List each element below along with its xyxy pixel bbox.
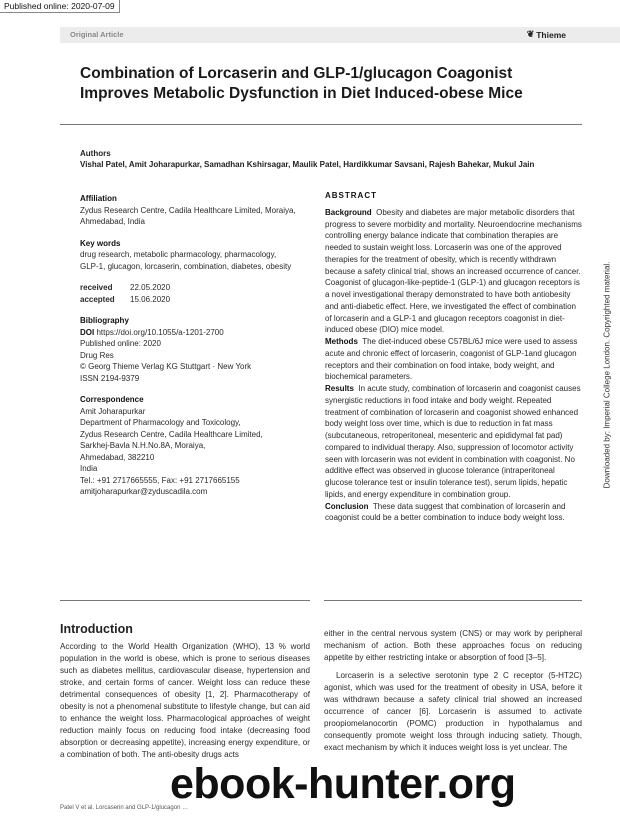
accepted-label: accepted — [80, 294, 115, 304]
introduction-heading: Introduction — [60, 622, 133, 636]
methods-label: Methods — [325, 337, 358, 346]
article-type-label: Original Article — [70, 30, 124, 39]
doi-label: DOI — [80, 327, 95, 337]
received-row — [80, 282, 310, 294]
divider-right — [324, 600, 582, 601]
received-date: 22.05.2020 — [130, 283, 171, 292]
received-label: received — [80, 283, 113, 292]
background-label: Background — [325, 207, 372, 217]
introduction-left-text: According to the World Health Organization (WHO), 13 % world population in the world is obese, which is prone to serious diseases such as diabetes mellitus, cardiovascular disease, hypertension and stroke, and certain forms of cancer. Weight loss can reduce these detrimental consequences of obesity [1, 2]. Pharmacotherapy of obesity is not a phenomenal substitute to lifestyle change, but can aid to enhance the weight loss. Pharmacological approaches of weight reduction mainly focus on reducing food intake (decreasing food absorption or decreasing appetite), increasing energy expenditure, or a combination of both. The anti-obesity drugs acts — [60, 642, 310, 759]
correspondence-line: Department of Pharmacology and Toxicology, — [80, 418, 241, 427]
results-text: In acute study, combination of lorcaserin and coagonist causes synergistic reductions in food intake and body weight. Repeated treatment of combination of lorcaserin and coagonist showed enhanced body weight loss over time, which is due to reduction in fat mass (subcutaneous, retroperitoneal, mesenteric and epididymal fat pad) compared to individual therapy. Also, suppression of locomotor activity seen with lorcaserin was not evident in combination with coagonist. No additive effect was observed in glucose tolerance (intraperitoneal glucose tolerance test or insulin tolerance test), serum lipids, hepatic lipids, and energy expenditure in combination group. — [325, 384, 581, 499]
doi-line — [80, 327, 310, 339]
accepted-date: 15.06.2020 — [130, 294, 171, 304]
correspondence-email[interactable]: amitjoharapurkar@zyduscadila.com — [80, 487, 208, 496]
results-label: Results — [325, 384, 354, 393]
conclusion-label: Conclusion — [325, 501, 369, 511]
abstract — [325, 190, 582, 524]
keywords-line: GLP-1, glucagon, lorcaserin, combination, diabetes, obesity — [80, 261, 292, 271]
keywords-line: drug research, metabolic pharmacology, pharmacology, — [80, 250, 277, 259]
divider-top — [60, 124, 582, 125]
doi-link[interactable]: https://doi.org/10.1055/a-1201-2700 — [96, 327, 224, 337]
correspondence-line: India — [80, 464, 98, 473]
watermark-text: ebook-hunter.org — [170, 760, 516, 808]
correspondence-line: Ahmedabad, 382210 — [80, 452, 155, 462]
bibliography-line: Published online: 2020 — [80, 339, 161, 348]
correspondence-line: Amit Joharapurkar — [80, 406, 146, 416]
correspondence-line: Zydus Research Centre, Cadila Healthcare Limited, — [80, 429, 263, 439]
bibliography-label: Bibliography — [80, 316, 129, 325]
introduction-right-paragraph: either in the central nervous system (CNS) or may work by peripheral mechanism of action. Both these approaches focus on reducing appetite by either restricting intake or absorption of food [3–5]. — [324, 629, 582, 662]
affiliation-label: Affiliation — [80, 194, 117, 203]
introduction-right-column — [324, 628, 582, 754]
download-notice — [600, 185, 614, 565]
thieme-mark-icon: ❦ — [526, 29, 535, 39]
introduction-right-paragraph: Lorcaserin is a selective serotonin type 2 C receptor (5-HT2C) agonist, which was used for the treatment of obesity in USA, before it was withdrawn because a safety clinical trial showed an increased occurrence of cancer [6]. Lorcaserin is assumed to activate proopiomelanocortin (POMC) production in hypothalamus and consequently promote weight loss through inducing satiety. Though, exact mechanism by which it induces weight loss is yet unclear. The — [324, 671, 582, 752]
bibliography-line: Drug Res — [80, 350, 114, 360]
correspondence-label: Correspondence — [80, 395, 144, 404]
correspondence-line: Sarkhej-Bavla N.H.No.8A, Moraiya, — [80, 441, 206, 450]
abstract-conclusion — [325, 501, 582, 525]
methods-text: The diet-induced obese C57BL/6J mice were used to assess acute and chronic effect of lorcaserin, coagonist of GLP-1and glucagon receptors and their combination on food intake, body weight, and biochemical parameters. — [325, 337, 578, 382]
abstract-background — [325, 207, 582, 336]
accepted-row — [80, 294, 310, 306]
abstract-results — [325, 383, 582, 501]
affiliation-line: Ahmedabad, India — [80, 217, 145, 226]
publication-stamp: Published online: 2020-07-09 — [0, 0, 120, 13]
article-title: Combination of Lorcaserin and GLP-1/glucagon Coagonist Improves Metabolic Dysfunction in Diet Induced-obese Mice — [80, 65, 523, 102]
authors-list: Vishal Patel, Amit Joharapurkar, Samadhan Kshirsagar, Maulik Patel, Hardikkumar Savsani, Rajesh Bahekar, Mukul Jain — [80, 160, 535, 169]
authors-label: Authors — [80, 149, 111, 158]
divider-left — [60, 600, 310, 601]
background-text: Obesity and diabetes are major metabolic disorders that progress to severe morbidity and mortality. Neuroendocrine mechanisms controlling energy balance indicate that combination therapies are needed to sustain weight loss. Lorcaserin was one of the approved therapies for the treatment of obesity, which is recently withdrawn because a safety clinical trial, shows an increased occurrence of cancer. Coagonist of glucagon-like-peptide-1 (GLP-1) and glucagon receptors is a novel investigational therapy demonstrated to have both antiobesity and anti-diabetic effect. Here, we investigated the effect of combination of lorcaserin and a GLP-1 and glucagon receptors coagonist in diet-induced obese (DIO) mice model. — [325, 207, 582, 335]
abstract-methods — [325, 336, 582, 383]
keywords-label: Key words — [80, 238, 121, 248]
download-notice-text: Downloaded by: Imperial College London. Copyrighted material. — [602, 261, 612, 489]
abstract-heading: ABSTRACT — [325, 191, 377, 200]
correspondence-line: Tel.: +91 2717665555, Fax: +91 2717665155 — [80, 475, 240, 485]
bibliography-line: © Georg Thieme Verlag KG Stuttgart · New York — [80, 362, 252, 371]
publisher-logo — [527, 29, 566, 40]
affiliation-line: Zydus Research Centre, Cadila Healthcare Limited, Moraiya, — [80, 205, 296, 215]
article-info-column — [80, 193, 310, 498]
conclusion-text: These data suggest that combination of lorcaserin and coagonist could be a better combination to induce body weight loss. — [325, 501, 566, 523]
page-footer: Patel V et al. Lorcaserin and GLP-1/glucagon … — [60, 805, 189, 811]
bibliography-line: ISSN 2194-9379 — [80, 373, 140, 383]
publisher-name: Thieme — [536, 29, 566, 40]
